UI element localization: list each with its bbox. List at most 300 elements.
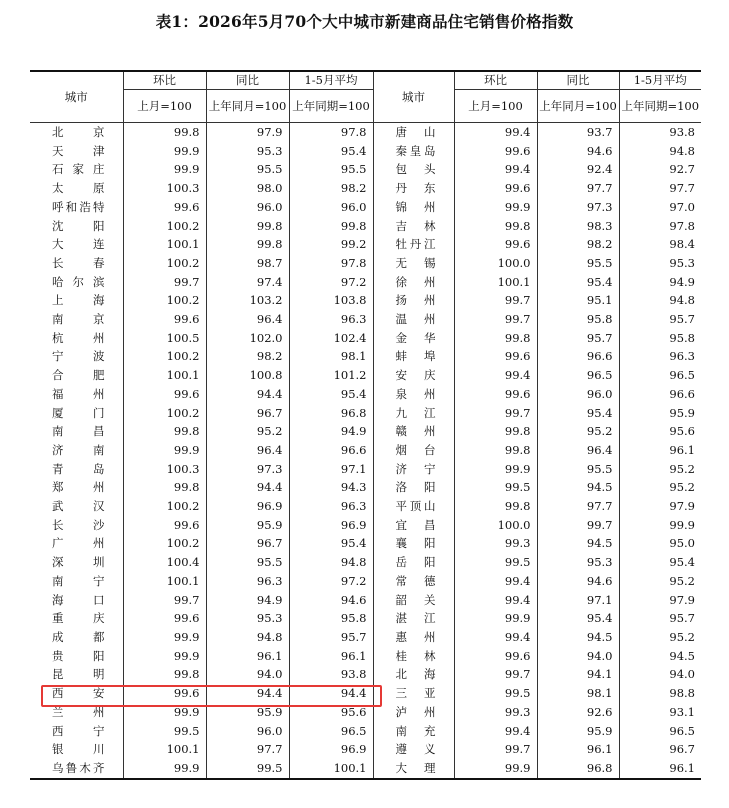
city-cell-right: 大理 (373, 759, 454, 779)
mom-cell-left: 100.5 (123, 329, 206, 348)
mom-cell-left: 99.9 (123, 647, 206, 666)
city-cell-left: 呼和浩特 (30, 198, 123, 217)
table-row (30, 404, 701, 423)
city-cell-right: 赣州 (373, 422, 454, 441)
avg-cell-left: 96.3 (289, 310, 373, 329)
city-cell-left: 海口 (30, 591, 123, 610)
avg-cell-right: 94.0 (669, 667, 695, 682)
table-row (30, 441, 701, 460)
table-row (30, 553, 701, 572)
table-row (30, 628, 701, 647)
sub-header-mom-left: 上月=100 (123, 90, 206, 123)
mom-cell-left: 100.2 (123, 347, 206, 366)
city-cell-left: 兰州 (30, 703, 123, 722)
avg-cell-left: 94.8 (289, 553, 373, 572)
yoy-cell-left: 94.4 (206, 478, 289, 497)
mom-cell-right: 99.4 (454, 722, 537, 741)
city-cell-left: 福州 (30, 385, 123, 404)
yoy-cell-right: 95.9 (537, 722, 619, 741)
avg-cell-left: 95.8 (289, 609, 373, 628)
city-cell-left: 沈阳 (30, 217, 123, 236)
table-row (30, 123, 701, 142)
yoy-cell-right: 95.7 (537, 329, 619, 348)
yoy-cell-left: 94.8 (206, 628, 289, 647)
city-cell-left: 杭州 (30, 329, 123, 348)
city-cell-left: 银川 (30, 740, 123, 759)
col-header-mom-right: 环比 (454, 71, 537, 90)
city-cell-right: 徐州 (373, 273, 454, 292)
table-row (30, 460, 701, 479)
mom-cell-right: 99.6 (454, 235, 537, 254)
avg-cell-right: 99.9 (669, 517, 695, 532)
avg-cell-left: 97.8 (289, 254, 373, 273)
city-cell-left: 太原 (30, 179, 123, 198)
yoy-cell-left: 100.8 (206, 366, 289, 385)
yoy-cell-left: 95.2 (206, 422, 289, 441)
city-cell-left: 郑州 (30, 478, 123, 497)
city-cell-left: 南昌 (30, 422, 123, 441)
avg-cell-right: 97.9 (669, 592, 695, 607)
mom-cell-left: 100.2 (123, 254, 206, 273)
yoy-cell-right: 98.2 (537, 235, 619, 254)
city-cell-left: 济南 (30, 441, 123, 460)
sub-header-yoy-left: 上年同月=100 (206, 90, 289, 123)
avg-cell-left: 95.6 (289, 703, 373, 722)
city-cell-left: 北京 (30, 123, 123, 142)
table-row (30, 366, 701, 385)
avg-cell-right: 93.8 (669, 125, 695, 139)
city-cell-right: 包头 (373, 160, 454, 179)
avg-cell-right: 95.7 (669, 611, 695, 626)
city-cell-left: 大连 (30, 235, 123, 254)
yoy-cell-right: 94.6 (537, 142, 619, 161)
yoy-cell-left: 96.1 (206, 647, 289, 666)
mom-cell-right: 99.4 (454, 628, 537, 647)
mom-cell-right: 99.5 (454, 478, 537, 497)
avg-cell-right: 92.7 (669, 162, 695, 177)
sub-header-yoy-right: 上年同月=100 (537, 90, 619, 123)
table-row (30, 198, 701, 217)
city-cell-right: 秦皇岛 (373, 142, 454, 161)
table-row (30, 160, 701, 179)
mom-cell-right: 99.3 (454, 534, 537, 553)
city-cell-right: 唐山 (373, 123, 454, 142)
yoy-cell-right: 94.1 (537, 665, 619, 684)
table-row (30, 647, 701, 666)
table-row (30, 179, 701, 198)
city-cell-left: 上海 (30, 291, 123, 310)
mom-cell-left: 100.3 (123, 460, 206, 479)
table-row (30, 142, 701, 161)
mom-cell-right: 99.5 (454, 553, 537, 572)
yoy-cell-left: 97.9 (206, 123, 289, 142)
avg-cell-right: 95.9 (669, 405, 695, 420)
avg-cell-left: 96.9 (289, 516, 373, 535)
mom-cell-left: 100.2 (123, 291, 206, 310)
mom-cell-left: 99.7 (123, 273, 206, 292)
mom-cell-left: 99.9 (123, 160, 206, 179)
city-cell-left: 哈尔滨 (30, 273, 123, 292)
city-cell-right: 无锡 (373, 254, 454, 273)
city-cell-right: 牡丹江 (373, 235, 454, 254)
mom-cell-left: 99.6 (123, 516, 206, 535)
city-cell-right: 襄阳 (373, 534, 454, 553)
yoy-cell-right: 98.3 (537, 217, 619, 236)
table-row (30, 310, 701, 329)
sub-header-avg-left: 上年同期=100 (289, 90, 373, 123)
yoy-cell-left: 98.2 (206, 347, 289, 366)
city-cell-right: 桂林 (373, 647, 454, 666)
mom-cell-right: 99.7 (454, 291, 537, 310)
mom-cell-left: 99.6 (123, 385, 206, 404)
yoy-cell-left: 97.7 (206, 740, 289, 759)
avg-cell-left: 94.9 (289, 422, 373, 441)
col-header-avg-left: 1-5月平均 (289, 71, 373, 90)
mom-cell-left: 99.8 (123, 123, 206, 142)
city-cell-right: 惠州 (373, 628, 454, 647)
avg-cell-right: 96.1 (619, 759, 701, 779)
mom-cell-right: 99.6 (454, 647, 537, 666)
mom-cell-right: 100.0 (454, 516, 537, 535)
mom-cell-left: 100.2 (123, 217, 206, 236)
yoy-cell-right: 95.4 (537, 609, 619, 628)
yoy-cell-left: 95.5 (206, 553, 289, 572)
yoy-cell-right: 95.5 (537, 460, 619, 479)
yoy-cell-right: 95.1 (537, 291, 619, 310)
table-row (30, 235, 701, 254)
mom-cell-right: 99.8 (454, 497, 537, 516)
avg-cell-left: 94.3 (289, 478, 373, 497)
city-cell-left: 长沙 (30, 516, 123, 535)
mom-cell-right: 99.7 (454, 665, 537, 684)
city-cell-right: 南充 (373, 722, 454, 741)
city-cell-left: 南宁 (30, 572, 123, 591)
avg-cell-right: 97.7 (669, 181, 695, 196)
city-cell-right: 洛阳 (373, 478, 454, 497)
yoy-cell-left: 94.4 (206, 385, 289, 404)
yoy-cell-left: 95.9 (206, 516, 289, 535)
avg-cell-left: 97.2 (289, 273, 373, 292)
yoy-cell-right: 94.0 (537, 647, 619, 666)
city-cell-right: 烟台 (373, 441, 454, 460)
avg-cell-left: 103.8 (289, 291, 373, 310)
yoy-cell-right: 95.4 (537, 404, 619, 423)
table-row (30, 347, 701, 366)
table-row (30, 254, 701, 273)
yoy-cell-right: 97.7 (537, 497, 619, 516)
yoy-cell-left: 95.9 (206, 703, 289, 722)
yoy-cell-right: 94.5 (537, 628, 619, 647)
table-row (30, 385, 701, 404)
mom-cell-left: 99.6 (123, 310, 206, 329)
city-cell-right: 常德 (373, 572, 454, 591)
mom-cell-right: 99.6 (454, 142, 537, 161)
mom-cell-right: 99.8 (454, 441, 537, 460)
avg-cell-right: 96.6 (669, 386, 695, 401)
mom-cell-left: 100.4 (123, 553, 206, 572)
yoy-cell-right: 97.3 (537, 198, 619, 217)
mom-cell-left: 99.9 (123, 703, 206, 722)
mom-cell-left: 99.6 (123, 609, 206, 628)
col-header-city-right: 城市 (373, 71, 454, 123)
avg-cell-right: 93.1 (669, 704, 695, 719)
avg-cell-right: 98.8 (669, 686, 695, 701)
yoy-cell-right: 95.5 (537, 254, 619, 273)
avg-cell-left: 95.7 (289, 628, 373, 647)
city-cell-right: 锦州 (373, 198, 454, 217)
yoy-cell-right: 96.5 (537, 366, 619, 385)
avg-cell-left: 96.0 (289, 198, 373, 217)
city-cell-right: 丹东 (373, 179, 454, 198)
table-row (30, 478, 701, 497)
avg-cell-left: 95.5 (289, 160, 373, 179)
mom-cell-left: 99.6 (123, 684, 206, 703)
table-row (30, 722, 701, 741)
avg-cell-right: 95.2 (669, 480, 695, 495)
highlight-box (41, 685, 382, 707)
avg-cell-right: 94.9 (669, 274, 695, 289)
city-cell-left: 合肥 (30, 366, 123, 385)
city-cell-right: 温州 (373, 310, 454, 329)
yoy-cell-right: 94.6 (537, 572, 619, 591)
avg-cell-left: 95.4 (289, 142, 373, 161)
avg-cell-left: 98.1 (289, 347, 373, 366)
yoy-cell-right: 94.5 (537, 478, 619, 497)
yoy-cell-left: 96.7 (206, 404, 289, 423)
city-cell-right: 蚌埠 (373, 347, 454, 366)
mom-cell-right: 99.6 (454, 385, 537, 404)
city-cell-right: 泸州 (373, 703, 454, 722)
yoy-cell-right: 95.4 (537, 273, 619, 292)
table-title: 表1：2026年5月70个大中城市新建商品住宅销售价格指数 (155, 12, 574, 31)
mom-cell-left: 100.1 (123, 740, 206, 759)
mom-cell-left: 100.2 (123, 534, 206, 553)
mom-cell-left: 100.2 (123, 404, 206, 423)
avg-cell-left: 95.4 (289, 534, 373, 553)
mom-cell-right: 99.8 (454, 422, 537, 441)
mom-cell-left: 99.8 (123, 478, 206, 497)
avg-cell-right: 95.2 (669, 461, 695, 476)
col-header-yoy-right: 同比 (537, 71, 619, 90)
avg-cell-left: 97.2 (289, 572, 373, 591)
yoy-cell-left: 96.4 (206, 441, 289, 460)
city-cell-left: 乌鲁木齐 (30, 759, 123, 779)
yoy-cell-left: 98.7 (206, 254, 289, 273)
mom-cell-left: 99.9 (123, 628, 206, 647)
yoy-cell-right: 96.4 (537, 441, 619, 460)
table-row (30, 759, 701, 779)
city-cell-right: 安庆 (373, 366, 454, 385)
yoy-cell-left: 95.3 (206, 142, 289, 161)
yoy-cell-left: 97.3 (206, 460, 289, 479)
table-row (30, 273, 701, 292)
yoy-cell-left: 98.0 (206, 179, 289, 198)
mom-cell-left: 99.7 (123, 591, 206, 610)
yoy-cell-right: 95.2 (537, 422, 619, 441)
mom-cell-right: 99.4 (454, 160, 537, 179)
city-cell-left: 西安 (30, 684, 123, 703)
yoy-cell-left: 96.9 (206, 497, 289, 516)
mom-cell-left: 100.3 (123, 179, 206, 198)
yoy-cell-right: 98.1 (537, 684, 619, 703)
yoy-cell-left: 96.4 (206, 310, 289, 329)
yoy-cell-right: 95.3 (537, 553, 619, 572)
avg-cell-left: 96.8 (289, 404, 373, 423)
table-row (30, 740, 701, 759)
city-cell-left: 成都 (30, 628, 123, 647)
table-row (30, 591, 701, 610)
avg-cell-right: 96.5 (669, 723, 695, 738)
avg-cell-left: 100.1 (289, 759, 373, 779)
city-cell-right: 遵义 (373, 740, 454, 759)
table-row (30, 422, 701, 441)
city-cell-right: 九江 (373, 404, 454, 423)
avg-cell-right: 95.0 (669, 536, 695, 551)
city-cell-right: 扬州 (373, 291, 454, 310)
table-row (30, 609, 701, 628)
yoy-cell-left: 102.0 (206, 329, 289, 348)
mom-cell-right: 99.8 (454, 329, 537, 348)
yoy-cell-left: 97.4 (206, 273, 289, 292)
mom-cell-left: 99.8 (123, 665, 206, 684)
city-cell-left: 昆明 (30, 665, 123, 684)
mom-cell-left: 99.6 (123, 198, 206, 217)
yoy-cell-right: 97.7 (537, 179, 619, 198)
mom-cell-left: 100.2 (123, 497, 206, 516)
mom-cell-left: 99.9 (123, 142, 206, 161)
avg-cell-right: 97.8 (669, 218, 695, 233)
city-cell-right: 北海 (373, 665, 454, 684)
avg-cell-right: 96.3 (669, 349, 695, 364)
avg-cell-left: 99.8 (289, 217, 373, 236)
avg-cell-right: 95.2 (669, 629, 695, 644)
city-cell-left: 石家庄 (30, 160, 123, 179)
city-cell-left: 厦门 (30, 404, 123, 423)
city-cell-right: 金华 (373, 329, 454, 348)
mom-cell-left: 99.5 (123, 722, 206, 741)
yoy-cell-right: 92.6 (537, 703, 619, 722)
city-cell-right: 泉州 (373, 385, 454, 404)
avg-cell-left: 102.4 (289, 329, 373, 348)
city-cell-left: 宁波 (30, 347, 123, 366)
avg-cell-left: 96.1 (289, 647, 373, 666)
avg-cell-right: 94.5 (669, 648, 695, 663)
sub-header-mom-right: 上月=100 (454, 90, 537, 123)
city-cell-right: 平顶山 (373, 497, 454, 516)
mom-cell-left: 100.1 (123, 366, 206, 385)
col-header-city-left: 城市 (30, 71, 123, 123)
price-index-table (30, 70, 701, 780)
city-cell-left: 南京 (30, 310, 123, 329)
city-cell-right: 岳阳 (373, 553, 454, 572)
city-cell-left: 西宁 (30, 722, 123, 741)
city-cell-right: 三亚 (373, 684, 454, 703)
mom-cell-right: 100.0 (454, 254, 537, 273)
mom-cell-right: 99.9 (454, 759, 537, 779)
col-header-avg-right: 1-5月平均 (619, 71, 701, 90)
yoy-cell-right: 96.1 (537, 740, 619, 759)
avg-cell-left: 94.6 (289, 591, 373, 610)
table-body (30, 123, 701, 779)
col-header-yoy-left: 同比 (206, 71, 289, 90)
city-cell-left: 贵阳 (30, 647, 123, 666)
avg-cell-right: 95.2 (669, 573, 695, 588)
mom-cell-right: 99.6 (454, 347, 537, 366)
mom-cell-left: 99.8 (123, 422, 206, 441)
mom-cell-right: 100.1 (454, 273, 537, 292)
avg-cell-left: 101.2 (289, 366, 373, 385)
mom-cell-right: 99.9 (454, 198, 537, 217)
table-row (30, 291, 701, 310)
yoy-cell-right: 96.6 (537, 347, 619, 366)
city-cell-left: 天津 (30, 142, 123, 161)
city-cell-left: 武汉 (30, 497, 123, 516)
col-header-mom-left: 环比 (123, 71, 206, 90)
table-row (30, 516, 701, 535)
avg-cell-right: 94.8 (669, 293, 695, 308)
avg-cell-right: 97.9 (669, 499, 695, 514)
avg-cell-left: 97.1 (289, 460, 373, 479)
avg-cell-left: 94.4 (289, 684, 373, 703)
sub-header-avg-right: 上年同期=100 (619, 90, 701, 123)
table-row (30, 329, 701, 348)
mom-cell-left: 99.9 (123, 441, 206, 460)
city-cell-left: 广州 (30, 534, 123, 553)
mom-cell-right: 99.4 (454, 123, 537, 142)
city-cell-right: 湛江 (373, 609, 454, 628)
yoy-cell-right: 96.0 (537, 385, 619, 404)
yoy-cell-right: 96.8 (537, 759, 619, 779)
mom-cell-right: 99.9 (454, 460, 537, 479)
mom-cell-right: 99.7 (454, 404, 537, 423)
yoy-cell-left: 96.0 (206, 722, 289, 741)
city-cell-left: 青岛 (30, 460, 123, 479)
avg-cell-left: 96.9 (289, 740, 373, 759)
yoy-cell-right: 93.7 (537, 123, 619, 142)
avg-cell-right: 98.4 (669, 237, 695, 252)
avg-cell-left: 96.3 (289, 497, 373, 516)
yoy-cell-right: 99.7 (537, 516, 619, 535)
avg-cell-right: 95.8 (669, 330, 695, 345)
yoy-cell-left: 96.3 (206, 572, 289, 591)
avg-cell-right: 95.4 (669, 555, 695, 570)
avg-cell-left: 96.6 (289, 441, 373, 460)
avg-cell-right: 96.5 (669, 368, 695, 383)
avg-cell-right: 95.3 (669, 255, 695, 270)
table-row (30, 665, 701, 684)
yoy-cell-left: 96.7 (206, 534, 289, 553)
yoy-cell-right: 94.5 (537, 534, 619, 553)
mom-cell-right: 99.7 (454, 310, 537, 329)
yoy-cell-left: 99.8 (206, 235, 289, 254)
avg-cell-right: 95.6 (669, 424, 695, 439)
yoy-cell-left: 103.2 (206, 291, 289, 310)
yoy-cell-left: 96.0 (206, 198, 289, 217)
mom-cell-right: 99.5 (454, 684, 537, 703)
avg-cell-right: 97.0 (669, 199, 695, 214)
mom-cell-left: 100.1 (123, 235, 206, 254)
city-cell-right: 济宁 (373, 460, 454, 479)
avg-cell-right: 96.7 (669, 742, 695, 757)
avg-cell-right: 94.8 (669, 143, 695, 158)
avg-cell-left: 97.8 (289, 123, 373, 142)
city-cell-right: 韶关 (373, 591, 454, 610)
yoy-cell-left: 95.3 (206, 609, 289, 628)
table-row (30, 217, 701, 236)
mom-cell-right: 99.6 (454, 179, 537, 198)
city-cell-right: 吉林 (373, 217, 454, 236)
yoy-cell-left: 94.4 (206, 684, 289, 703)
